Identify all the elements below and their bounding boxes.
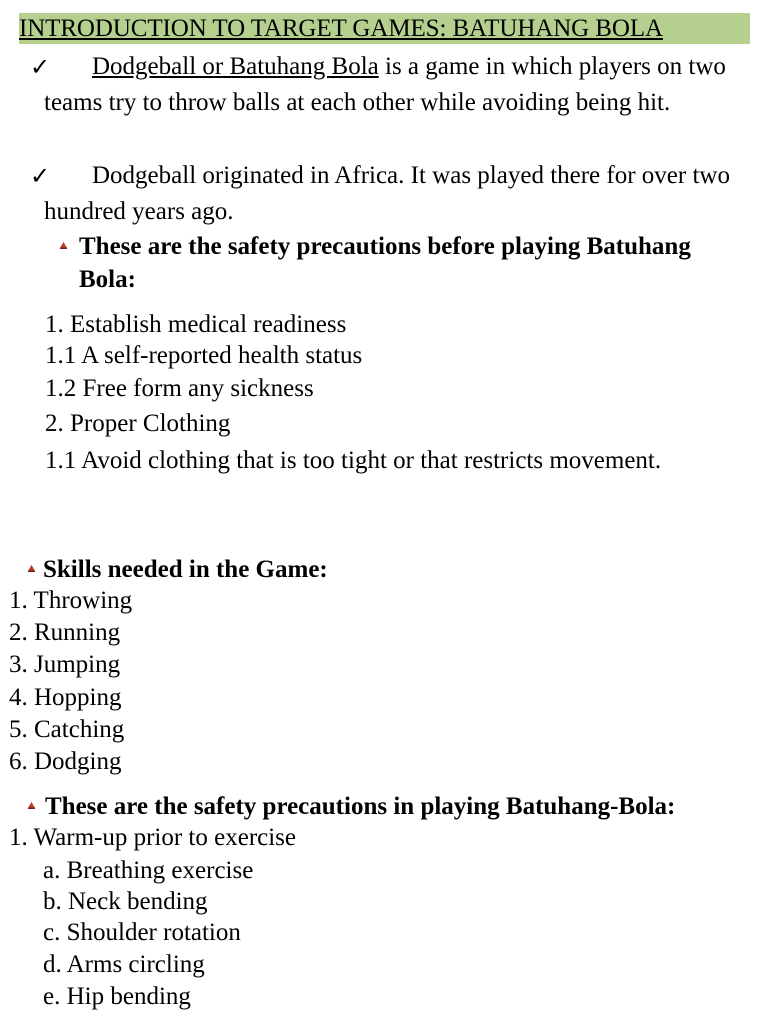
arrow-bullet-icon bbox=[28, 565, 35, 572]
safety-playing-heading bbox=[28, 790, 758, 823]
skill-item-2: 2. Running bbox=[9, 619, 121, 646]
safety-playing-subitem-b: b. Neck bending bbox=[43, 888, 208, 915]
safety-playing-subitem-d: d. Arms circling bbox=[43, 951, 205, 978]
skills-heading-text: Skills needed in the Game: bbox=[43, 556, 328, 583]
page-title: INTRODUCTION TO TARGET GAMES: BATUHANG BOLA bbox=[19, 13, 750, 44]
safety-playing-subitem-c: c. Shoulder rotation bbox=[43, 919, 241, 946]
intro-item-2 bbox=[30, 158, 740, 230]
skills-heading bbox=[28, 553, 748, 586]
safety-before-item-1: 1. Establish medical readiness bbox=[45, 311, 347, 338]
safety-before-item-4: 2. Proper Clothing bbox=[45, 410, 231, 437]
safety-before-item-3: 1.2 Free form any sickness bbox=[45, 375, 314, 402]
safety-playing-heading-text: These are the safety precautions in playing Batuhang-Bola: bbox=[45, 793, 676, 820]
safety-playing-item-1: 1. Warm-up prior to exercise bbox=[9, 824, 297, 851]
arrow-bullet-icon bbox=[60, 242, 67, 249]
intro-item-1-text bbox=[30, 49, 740, 121]
intro-item-1 bbox=[30, 49, 740, 121]
safety-playing-subitem-e: e. Hip bending bbox=[43, 983, 191, 1010]
skill-item-4: 4. Hopping bbox=[9, 684, 122, 711]
skill-item-3: 3. Jumping bbox=[9, 651, 121, 678]
safety-before-heading bbox=[60, 230, 750, 296]
checkmark-icon: ✓ bbox=[30, 53, 51, 81]
skill-item-5: 5. Catching bbox=[9, 716, 125, 743]
intro-item-1-rest: is a game in which players on two teams try to throw balls at each other while avoiding being hit. bbox=[44, 53, 726, 116]
safety-before-item-5: 1.1 Avoid clothing that is too tight or that restricts movement. bbox=[45, 447, 662, 474]
checkmark-icon: ✓ bbox=[30, 162, 51, 190]
safety-before-heading-line2: Bola: bbox=[79, 266, 136, 293]
safety-before-heading-line1: These are the safety precautions before playing Batuhang bbox=[79, 233, 691, 260]
arrow-bullet-icon bbox=[28, 802, 35, 809]
intro-item-2-text: Dodgeball originated in Africa. It was played there for over two hundred years ago. bbox=[44, 162, 730, 225]
safety-playing-subitem-a: a. Breathing exercise bbox=[43, 857, 254, 884]
skill-item-6: 6. Dodging bbox=[9, 748, 122, 775]
intro-item-1-lead: Dodgeball or Batuhang Bola bbox=[92, 53, 379, 80]
skill-item-1: 1. Throwing bbox=[9, 587, 133, 614]
safety-before-item-2: 1.1 A self-reported health status bbox=[45, 342, 363, 369]
